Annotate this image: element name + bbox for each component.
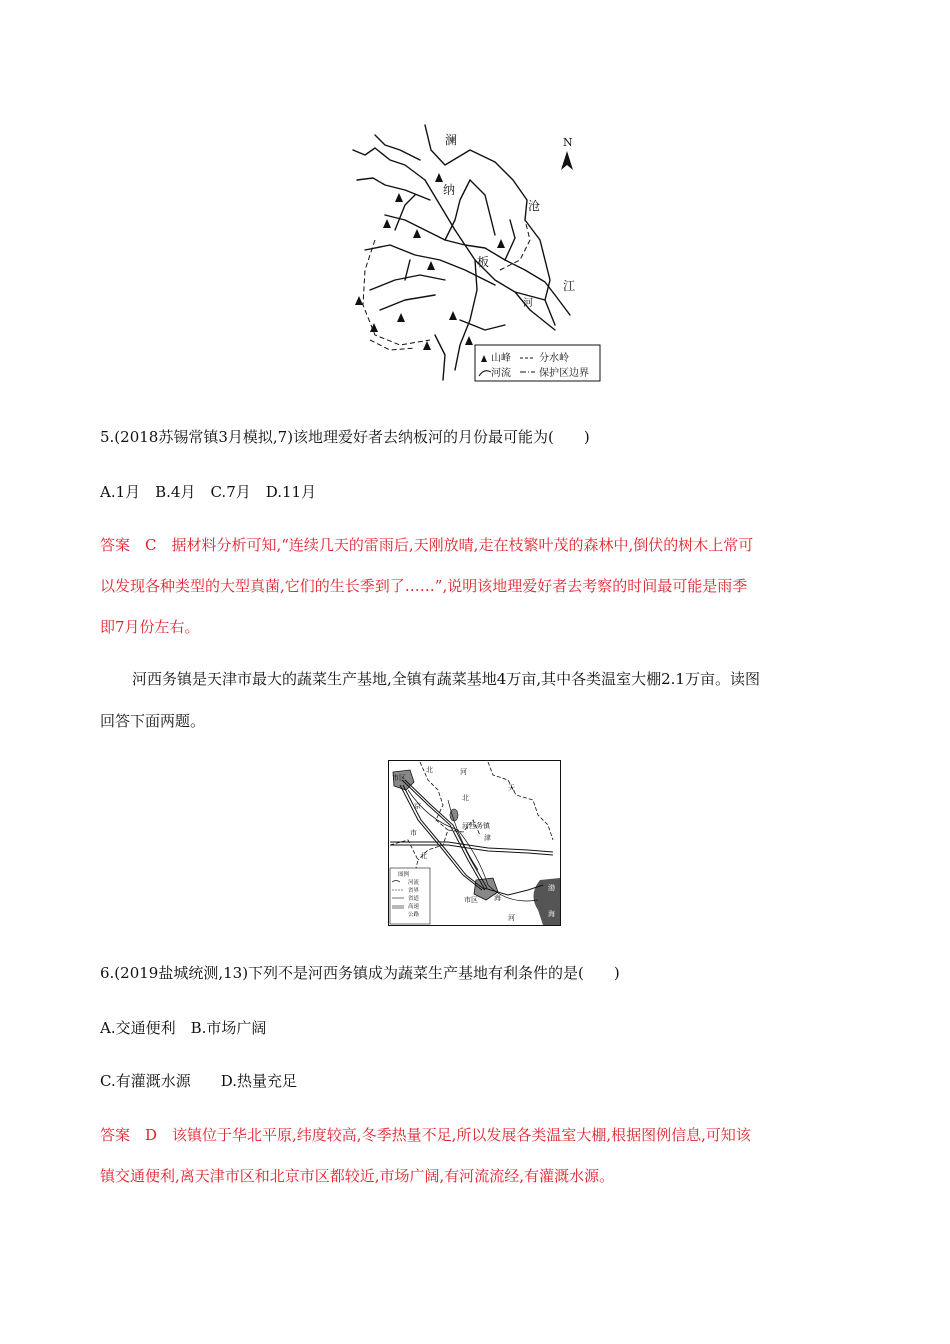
map2-jin: 津 (484, 834, 491, 842)
river-char-jiang: 江 (563, 279, 576, 293)
svg-text:高速: 高速 (408, 904, 420, 910)
river-name-ban: 板 (477, 255, 490, 269)
nabanhe-map (345, 120, 605, 390)
q5-stem: 5.(2018苏锡常镇3月模拟,7)该地理爱好者去纳板河的月份最可能为( ) (100, 428, 590, 446)
map2-bei-low: 北 (420, 852, 427, 860)
q5-answer-line-2: 以发现各种类型的大型真菌,它们的生长季到了……”,说明该地理爱好者去考察的时间最可能是雨季 (100, 577, 748, 595)
svg-text:省界: 省界 (408, 888, 420, 894)
map2-legend-title: 图例 (398, 872, 410, 878)
svg-text:省道: 省道 (408, 896, 420, 902)
map2-shi: 市 (410, 829, 417, 837)
passage-line-2: 回答下面两题。 (100, 712, 206, 730)
river-name-he: 河 (523, 298, 533, 309)
map2-bei-top: 北 (426, 766, 433, 774)
map2-town: 河西务镇 (462, 822, 490, 830)
river-name-na: 纳 (443, 183, 456, 197)
passage-line-1: 河西务镇是天津市最大的蔬菜生产基地,全镇有蔬菜基地4万亩,其中各类温室大棚2.1万亩。读图 (132, 670, 760, 688)
map2-bo: 渤 (548, 884, 555, 892)
river-char-lan: 澜 (445, 133, 458, 147)
map2-city-bottom: 市区 (464, 896, 478, 904)
map2-hai: 海 (494, 894, 501, 902)
map2-legend (390, 868, 430, 924)
map2-bei-mid: 北 (462, 794, 469, 802)
map2-hai2: 海 (548, 910, 555, 918)
hexiwu-map (388, 760, 561, 926)
river-char-cang: 沧 (528, 199, 541, 213)
map2-tian: 天 (508, 784, 515, 792)
q6-options-line-1: A.交通便利 B.市场广阔 (100, 1019, 267, 1037)
q5-answer-line-1: 答案 C 据材料分析可知,“连续几天的雷雨后,天刚放晴,走在枝繁叶茂的森林中,倒伏的树木上常可 (100, 536, 754, 554)
q5-answer-line-3: 即7月份左右。 (100, 618, 200, 636)
q6-stem: 6.(2019盐城统测,13)下列不是河西务镇成为蔬菜生产基地有利条件的是( ) (100, 964, 620, 982)
north-arrow-icon (561, 136, 573, 170)
map2-jing: 京 (414, 802, 421, 810)
map2-city-top: 市区 (392, 774, 406, 782)
svg-text:N: N (563, 136, 573, 149)
q6-answer-line-1: 答案 D 该镇位于华北平原,纬度较高,冬季热量不足,所以发展各类温室大棚,根据图例信息,可知该 (100, 1126, 751, 1144)
legend-divide: 分水岭 (539, 353, 569, 364)
svg-text:公路: 公路 (408, 912, 420, 918)
map2-he: 河 (460, 768, 467, 776)
q6-answer-line-2: 镇交通便利,离天津市区和北京市区都较近,市场广阔,有河流流经,有灌溉水源。 (100, 1167, 615, 1185)
map2-he2: 河 (508, 914, 515, 922)
legend-river: 河流 (491, 368, 511, 379)
legend-boundary: 保护区边界 (539, 368, 589, 379)
q6-options-line-2: C.有灌溉水源 D.热量充足 (100, 1072, 297, 1090)
legend-peak: 山峰 (491, 353, 511, 364)
svg-text:河流: 河流 (408, 880, 420, 886)
q5-options: A.1月 B.4月 C.7月 D.11月 (100, 483, 317, 501)
map1-legend (475, 345, 600, 381)
